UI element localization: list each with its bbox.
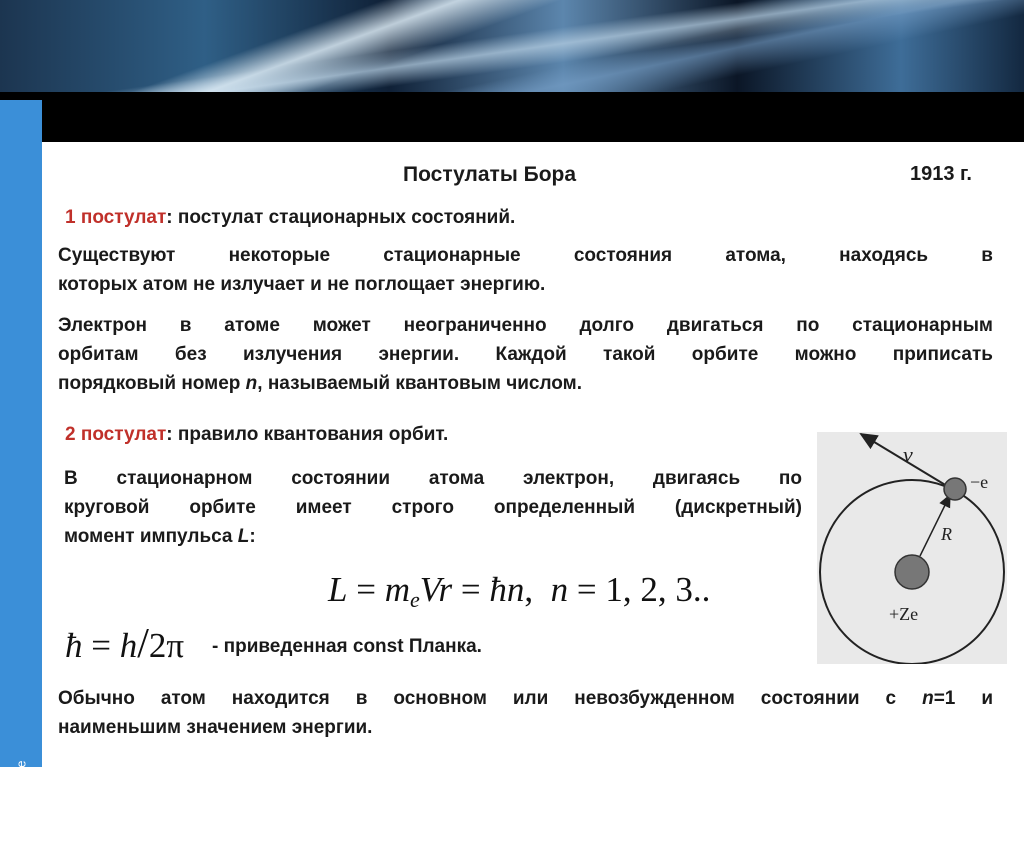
postulate-1-heading xyxy=(65,203,515,232)
formula-symbol: h xyxy=(119,626,138,665)
formula-symbol: n xyxy=(550,570,569,609)
header-banner xyxy=(0,0,1024,92)
formula-symbol: n xyxy=(506,570,525,609)
quantum-number-n: n xyxy=(245,373,258,394)
radius-label: R xyxy=(941,524,952,544)
formula-symbol: = xyxy=(568,570,606,609)
formula-subscript: e xyxy=(410,587,420,612)
text-span: =1 и xyxy=(933,688,994,709)
slide-year: 1913 г. xyxy=(910,163,972,185)
formula-values: 1, 2, 3.. xyxy=(605,570,711,609)
formula-symbol: / xyxy=(137,621,149,667)
velocity-label: v xyxy=(903,442,913,467)
formula-symbol: , xyxy=(524,570,534,609)
angular-momentum-L: L xyxy=(237,526,250,547)
formula-symbol: = xyxy=(452,570,490,609)
text-line xyxy=(58,369,993,398)
quantum-number-n: n xyxy=(922,688,934,709)
nucleus-charge-label: +Ze xyxy=(889,604,919,624)
text-line xyxy=(64,522,802,551)
hbar-formula xyxy=(65,620,184,668)
slide-title: Постулаты Бора xyxy=(403,163,577,186)
postulate-1-paragraph-1 xyxy=(58,241,993,299)
ground-state-paragraph xyxy=(58,684,993,742)
bohr-atom-diagram xyxy=(817,432,1007,664)
text-span: : xyxy=(249,526,256,547)
formula-symbol: m xyxy=(384,570,410,609)
postulate-1-title: : постулат стационарных состояний. xyxy=(166,207,516,228)
header-black-bar xyxy=(0,92,1024,142)
formula-symbol: = xyxy=(347,570,385,609)
electron xyxy=(944,478,966,500)
postulate-2-title: : правило квантования орбит. xyxy=(166,424,449,445)
text-line: наименьшим значением энергии. xyxy=(58,717,373,738)
formula-symbol: ħ xyxy=(65,626,83,665)
postulate-1-label: 1 постулат xyxy=(65,207,167,228)
postulate-2-paragraph xyxy=(64,464,802,551)
formula-symbol: π xyxy=(166,626,185,665)
text-span: Обычно атом находится в основном или невозбужденном состоянии с xyxy=(58,688,923,709)
text-line: которых атом не излучает и не поглощает энергию. xyxy=(58,274,546,295)
postulate-2-label: 2 постулат xyxy=(65,424,167,445)
formula-symbol: Vr xyxy=(419,570,453,609)
atom-orbit-svg xyxy=(817,432,1007,664)
text-span: , называемый квантовым числом. xyxy=(257,373,582,394)
sidebar-strip xyxy=(0,100,42,849)
quantization-formula xyxy=(328,570,710,613)
text-line: орбитам без излучения энергии. Каждой такой орбите можно приписать xyxy=(58,344,993,365)
formula-symbol: = xyxy=(82,626,120,665)
text-line: Электрон в атоме может неограниченно долго двигаться по стационарным xyxy=(58,315,993,336)
nucleus xyxy=(895,555,929,589)
electron-charge-label: −e xyxy=(970,472,989,492)
postulate-1-paragraph-2 xyxy=(58,311,993,398)
text-line: Существуют некоторые стационарные состояния атома, находясь в xyxy=(58,245,993,266)
formula-symbol: ħ xyxy=(489,570,507,609)
text-line: В стационарном состоянии атома электрон, двигаясь по xyxy=(64,468,802,489)
text-line: круговой орбите имеет строго определенный (дискретный) xyxy=(64,497,802,518)
text-span: момент импульса xyxy=(64,526,238,547)
formula-symbol: L xyxy=(328,570,348,609)
postulate-2-heading xyxy=(65,420,448,449)
company-name: company name xyxy=(13,760,29,849)
text-line xyxy=(58,684,993,713)
hbar-description: - приведенная const Планка. xyxy=(212,636,482,657)
formula-symbol: 2 xyxy=(148,626,167,665)
text-span: порядковый номер xyxy=(58,373,246,394)
